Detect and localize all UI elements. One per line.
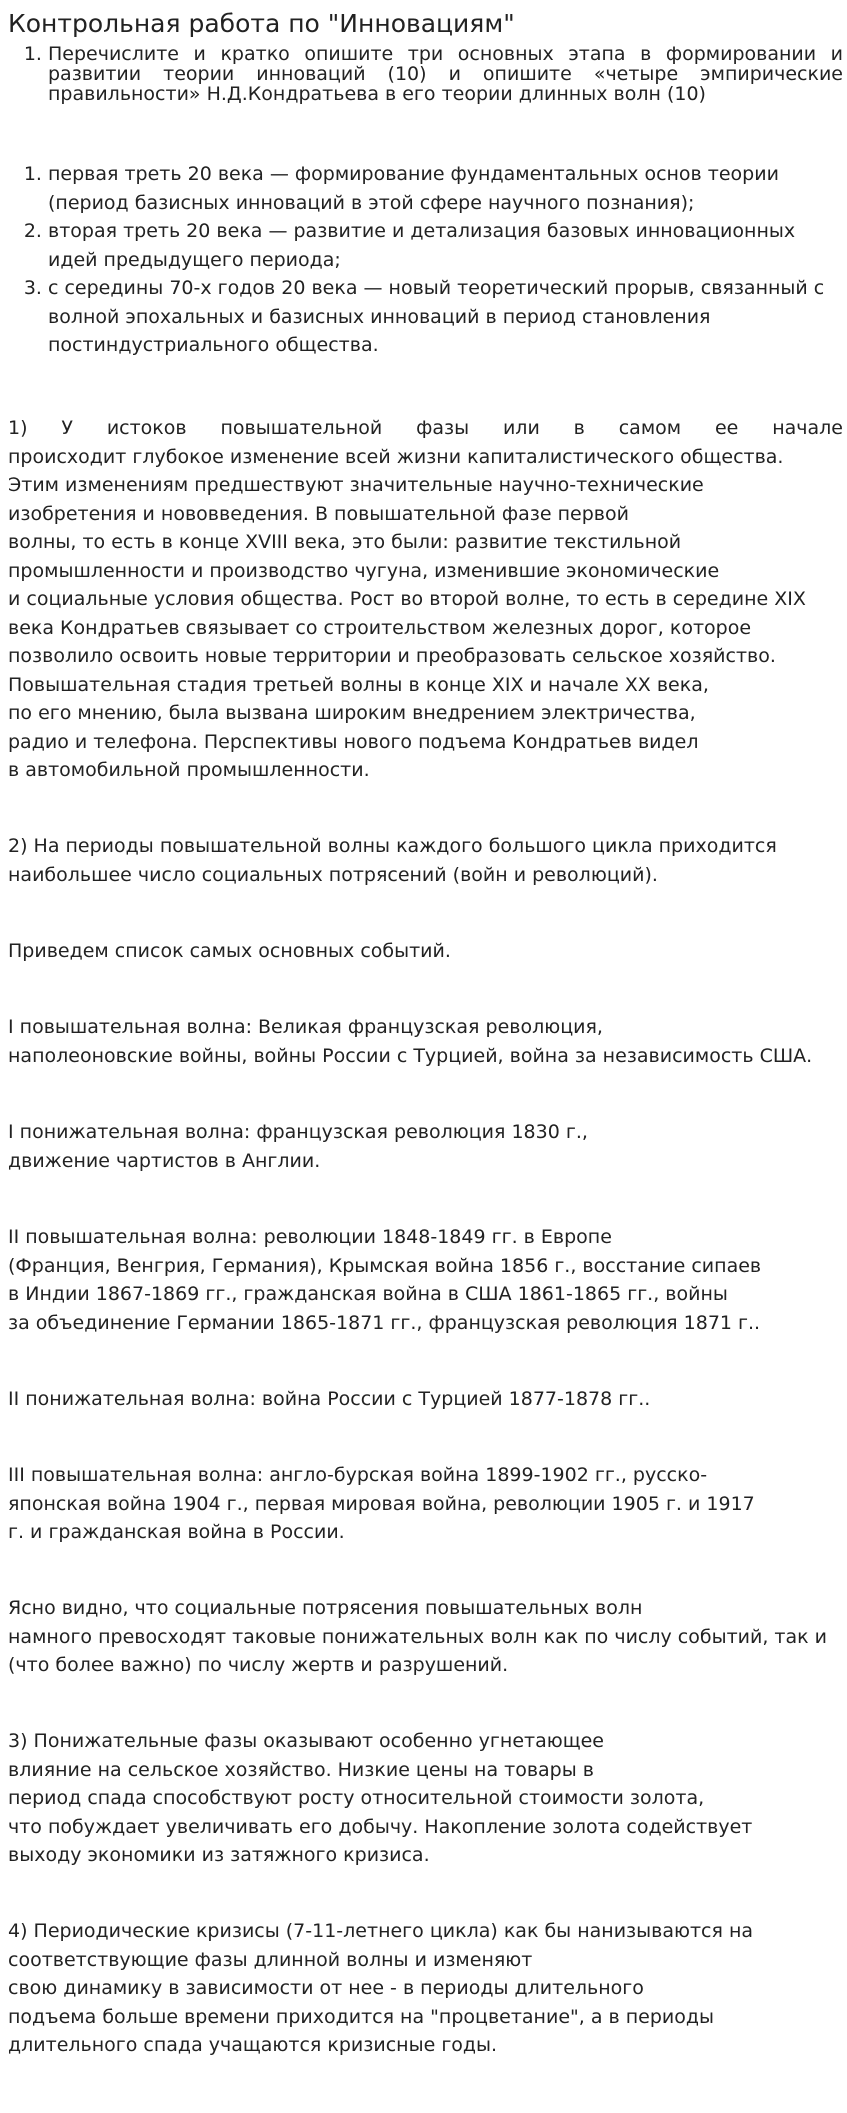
- text-line: I понижательная волна: французская революция 1830 г.,: [8, 1121, 588, 1143]
- text-line: происходит глубокое изменение всей жизни капиталистического общества.: [8, 445, 784, 468]
- text-line: г. и гражданская война в России.: [8, 1521, 345, 1543]
- paragraph-wave-2-up: [8, 1223, 843, 1337]
- text-line: 2) На периоды повышательной волны каждого большого цикла приходится: [8, 835, 777, 857]
- text-line: 4) Периодические кризисы (7-11-летнего цикла) как бы нанизываются на: [8, 1920, 754, 1942]
- text-line: выходу экономики из затяжного кризиса.: [8, 1844, 430, 1866]
- text-line: II понижательная волна: война России с Турцией 1877-1878 гг..: [8, 1388, 651, 1410]
- task-list: [0, 44, 843, 104]
- paragraph-regularity-1: [8, 414, 843, 785]
- text-line: намного превосходят таковые понижательных волн как по числу событий, так и: [8, 1625, 828, 1648]
- text-line: Ясно видно, что социальные потрясения повышательных волн: [8, 1597, 643, 1619]
- text-line: наибольшее число социальных потрясений (войн и революций).: [8, 863, 658, 886]
- paragraph-regularity-4: [8, 1917, 843, 2060]
- text-line: соответствующие фазы длинной волны и изменяют: [8, 1948, 533, 1971]
- text-line: свою динамику в зависимости от нее - в периоды длительного: [8, 1977, 644, 1999]
- text-line: Приведем список самых основных событий.: [8, 940, 451, 962]
- document-title: Контрольная работа по "Инновациям": [8, 9, 515, 38]
- text-line: радио и телефона. Перспективы нового подъема Кондратьев видел: [8, 730, 699, 753]
- text-line: волны, то есть в конце XVIII века, это были: развитие текстильной: [8, 531, 682, 553]
- text-line: (что более важно) по числу жертв и разрушений.: [8, 1654, 509, 1676]
- text-line: подъема больше времени приходится на "процветание", а в периоды: [8, 2005, 715, 2028]
- text-line: века Кондратьев связывает со строительством железных дорог, которое: [8, 616, 752, 639]
- paragraph-wave-3-up: [8, 1461, 843, 1547]
- text-line: I повышательная волна: Великая французская революция,: [8, 1016, 603, 1038]
- text-line: за объединение Германии 1865-1871 гг., французская революция 1871 г..: [8, 1311, 761, 1334]
- text-line: Повышательная стадия третьей волны в конце XIX и начале XX века,: [8, 673, 709, 696]
- stage-item-2: 2. вторая треть 20 века — развитие и детализация базовых инновационных идей предыдущего периода;: [48, 217, 843, 274]
- paragraph-regularity-2: [8, 832, 843, 889]
- text-line: Этим изменениям предшествуют значительные научно-технические: [8, 474, 704, 496]
- text-line: позволило освоить новые территории и преобразовать сельское хозяйство.: [8, 645, 776, 667]
- paragraph-wave-2-down: [8, 1385, 843, 1414]
- text-line: что побуждает увеличивать его добычу. Накопление золота содействует: [8, 1815, 753, 1838]
- text-line: промышленности и производство чугуна, изменившие экономические: [8, 559, 720, 582]
- text-line: изобретения и нововведения. В повышательной фазе первой: [8, 502, 629, 525]
- text-line: II повышательная волна: революции 1848-1849 гг. в Европе: [8, 1226, 612, 1248]
- text-line: наполеоновские войны, войны России с Турцией, война за независимость США.: [8, 1044, 813, 1067]
- stage-item-1: 1. первая треть 20 века — формирование фундаментальных основ теории (период базисных инноваций в этой сфере научного познания);: [48, 160, 843, 217]
- task-item: 1. Перечислите и кратко опишите три основных этапа в формировании и развитии теории инноваций (10) и опишите «четыре эмпирические правильности» Н.Д.Кондратьева в его теории длинных волн (10): [48, 44, 843, 104]
- text-line: III повышательная волна: англо-бурская война 1899-1902 гг., русско-: [8, 1464, 708, 1486]
- text-line: период спада способствуют росту относительной стоимости золота,: [8, 1787, 705, 1809]
- stage-item-3: 3. с середины 70-х годов 20 века — новый теоретический прорыв, связанный с волной эпохальных и базисных инноваций в период становления постиндустриального общества.: [48, 274, 843, 360]
- text-line: в автомобильной промышленности.: [8, 759, 370, 781]
- text-line: японская война 1904 г., первая мировая война, революции 1905 г. и 1917: [8, 1492, 755, 1515]
- paragraph-wave-1-up: [8, 1013, 843, 1070]
- text-line: по его мнению, была вызвана широким внедрением электричества,: [8, 702, 696, 724]
- text-line: 3) Понижательные фазы оказывают особенно угнетающее: [8, 1730, 604, 1752]
- paragraph-conclusion: [8, 1594, 843, 1680]
- text-line: (Франция, Венгрия, Германия), Крымская война 1856 г., восстание сипаев: [8, 1254, 762, 1277]
- stage-list: [0, 160, 843, 360]
- text-line: 1) У истоков повышательной фазы или в самом ее начале: [8, 417, 843, 439]
- text-line: длительного спада учащаются кризисные годы.: [8, 2034, 498, 2056]
- paragraph-events-intro: [8, 937, 843, 966]
- text-line: движение чартистов в Англии.: [8, 1149, 321, 1172]
- paragraph-wave-1-down: [8, 1118, 843, 1175]
- paragraph-regularity-3: [8, 1727, 843, 1870]
- text-line: в Индии 1867-1869 гг., гражданская война в США 1861-1865 гг., войны: [8, 1283, 728, 1305]
- text-line: влияние на сельское хозяйство. Низкие цены на товары в: [8, 1758, 594, 1781]
- text-line: и социальные условия общества. Рост во второй волне, то есть в середине XIX: [8, 588, 806, 610]
